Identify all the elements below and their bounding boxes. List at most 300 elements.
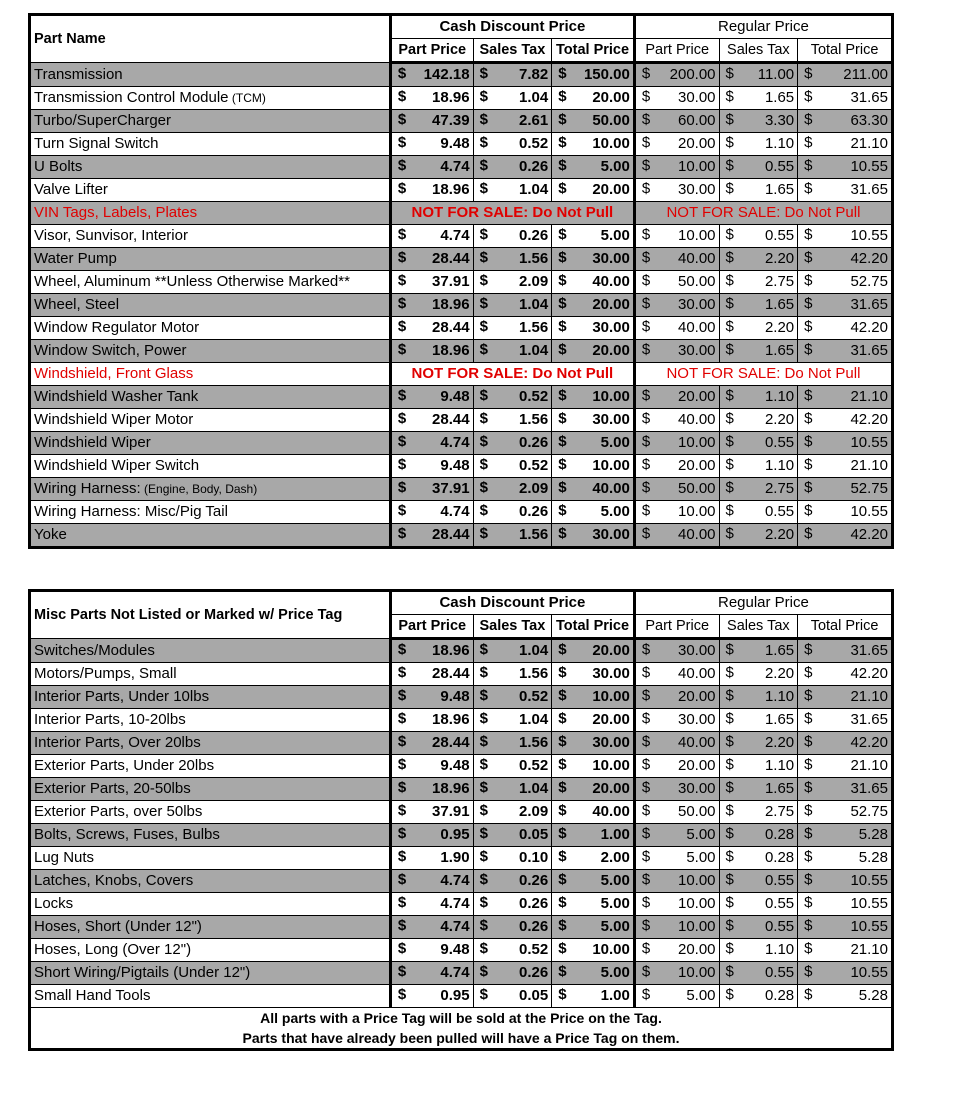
currency-symbol: $ — [641, 894, 651, 911]
currency-symbol: $ — [725, 249, 734, 266]
currency-symbol: $ — [725, 226, 734, 243]
part-name-cell — [30, 340, 391, 363]
cash-total-price: 1.00 — [600, 826, 630, 843]
cash-part-price: 18.96 — [432, 296, 470, 313]
currency-symbol: $ — [479, 318, 488, 335]
cash-part-price: 18.96 — [432, 780, 470, 797]
regular-sales-tax-cell — [719, 179, 798, 202]
cash-sales-tax: 2.09 — [518, 273, 549, 290]
regular-total-price: 211.00 — [843, 66, 888, 83]
part-name-cell — [30, 801, 391, 824]
currency-symbol: $ — [804, 456, 813, 473]
part-name-cell — [30, 248, 391, 271]
regular-part-price-cell — [634, 847, 719, 870]
currency-symbol: $ — [397, 641, 407, 658]
currency-symbol: $ — [558, 433, 567, 450]
regular-total-price: 31.65 — [850, 642, 888, 659]
cash-sales-tax-cell — [473, 432, 552, 455]
currency-symbol: $ — [804, 502, 813, 519]
regular-part-price: 20.00 — [677, 941, 716, 958]
currency-symbol: $ — [804, 986, 813, 1003]
cash-total-price-cell — [552, 63, 635, 87]
regular-part-price-cell — [634, 409, 719, 432]
regular-total-price: 21.10 — [850, 941, 888, 958]
cash-total-price: 10.00 — [592, 388, 630, 405]
col-header: Sales Tax — [473, 39, 552, 63]
part-name-cell — [30, 778, 391, 801]
currency-symbol: $ — [804, 157, 813, 174]
cash-total-price: 10.00 — [592, 135, 630, 152]
part-name: Interior Parts, Over 20lbs — [34, 734, 201, 751]
cash-sales-tax-cell — [473, 709, 552, 732]
regular-total-price-cell — [798, 870, 893, 893]
regular-part-price-cell — [634, 386, 719, 409]
currency-symbol: $ — [725, 433, 734, 450]
part-name: Wheel, Steel — [34, 296, 120, 313]
table-row — [30, 294, 893, 317]
currency-symbol: $ — [804, 111, 813, 128]
regular-sales-tax-cell — [719, 63, 798, 87]
regular-total-price: 31.65 — [850, 780, 888, 797]
cash-sales-tax: 2.09 — [518, 803, 549, 820]
regular-sales-tax-cell — [719, 340, 798, 363]
regular-sales-tax-cell — [719, 939, 798, 962]
part-name: Interior Parts, Under 10lbs — [34, 688, 210, 705]
cash-part-price-cell — [390, 432, 473, 455]
regular-part-price-cell — [634, 824, 719, 847]
cash-total-price-cell — [552, 432, 635, 455]
regular-part-price: 10.00 — [677, 503, 716, 520]
cash-total-price: 50.00 — [592, 112, 630, 129]
table-row — [30, 709, 893, 732]
table-row — [30, 478, 893, 501]
part-name: Wiring Harness: — [34, 480, 141, 497]
cash-total-price-cell — [552, 340, 635, 363]
regular-part-price: 60.00 — [677, 112, 716, 129]
currency-symbol: $ — [397, 940, 407, 957]
currency-symbol: $ — [479, 226, 488, 243]
cash-part-price-cell — [390, 939, 473, 962]
regular-sales-tax-cell — [719, 432, 798, 455]
regular-sales-tax: 3.30 — [764, 112, 795, 129]
currency-symbol: $ — [804, 65, 813, 82]
regular-total-price-cell — [798, 893, 893, 916]
regular-total-price-cell — [798, 248, 893, 271]
regular-total-price: 10.55 — [850, 227, 888, 244]
regular-part-price: 5.00 — [686, 987, 716, 1004]
table-row — [30, 916, 893, 939]
cash-part-price-cell — [390, 225, 473, 248]
part-name: Wheel, Aluminum **Unless Otherwise Marked** — [34, 273, 350, 290]
currency-symbol: $ — [641, 641, 651, 658]
cash-total-price: 30.00 — [592, 319, 630, 336]
regular-sales-tax-cell — [719, 709, 798, 732]
regular-sales-tax-cell — [719, 801, 798, 824]
cash-part-price: 28.44 — [432, 526, 470, 543]
regular-part-price-cell — [634, 732, 719, 755]
currency-symbol: $ — [725, 940, 734, 957]
part-name-cell — [30, 893, 391, 916]
currency-symbol: $ — [641, 410, 651, 427]
regular-part-price: 40.00 — [677, 734, 716, 751]
regular-total-price: 52.75 — [850, 803, 888, 820]
currency-symbol: $ — [397, 963, 407, 980]
currency-symbol: $ — [558, 410, 567, 427]
part-name: Small Hand Tools — [34, 987, 151, 1004]
regular-total-price: 42.20 — [850, 411, 888, 428]
regular-total-price-cell — [798, 317, 893, 340]
currency-symbol: $ — [558, 226, 567, 243]
currency-symbol: $ — [804, 295, 813, 312]
cash-part-price-cell — [390, 824, 473, 847]
currency-symbol: $ — [804, 940, 813, 957]
cash-sales-tax: 1.04 — [518, 296, 549, 313]
currency-symbol: $ — [804, 733, 813, 750]
cash-total-price: 2.00 — [600, 849, 630, 866]
cash-sales-tax: 1.56 — [518, 665, 549, 682]
cash-part-price-cell — [390, 455, 473, 478]
regular-part-price-cell — [634, 709, 719, 732]
part-name-cell — [30, 271, 391, 294]
regular-total-price-cell — [798, 686, 893, 709]
regular-sales-tax: 2.20 — [764, 734, 795, 751]
currency-symbol: $ — [804, 479, 813, 496]
cash-total-price-cell — [552, 778, 635, 801]
cash-total-price-cell — [552, 501, 635, 524]
currency-symbol: $ — [641, 710, 651, 727]
regular-part-price: 10.00 — [677, 895, 716, 912]
currency-symbol: $ — [397, 733, 407, 750]
cash-sales-tax: 1.56 — [518, 319, 549, 336]
parts-table-body — [30, 63, 893, 548]
regular-total-price-cell — [798, 755, 893, 778]
currency-symbol: $ — [641, 65, 651, 82]
currency-symbol: $ — [804, 318, 813, 335]
regular-total-price: 10.55 — [850, 872, 888, 889]
currency-symbol: $ — [397, 779, 407, 796]
currency-symbol: $ — [558, 157, 567, 174]
currency-symbol: $ — [641, 272, 651, 289]
currency-symbol: $ — [479, 502, 488, 519]
currency-symbol: $ — [397, 295, 407, 312]
regular-part-price: 50.00 — [677, 803, 716, 820]
currency-symbol: $ — [725, 387, 734, 404]
cash-part-price: 9.48 — [440, 757, 470, 774]
part-name: Window Regulator Motor — [34, 319, 200, 336]
cash-sales-tax: 0.05 — [518, 987, 549, 1004]
currency-symbol: $ — [397, 894, 407, 911]
currency-symbol: $ — [725, 894, 734, 911]
cash-total-price-cell — [552, 248, 635, 271]
part-name-cell — [30, 916, 391, 939]
currency-symbol: $ — [558, 733, 567, 750]
currency-symbol: $ — [558, 848, 567, 865]
part-name: Bolts, Screws, Fuses, Bulbs — [34, 826, 220, 843]
currency-symbol: $ — [558, 525, 567, 542]
misc-table-body — [30, 639, 893, 1008]
currency-symbol: $ — [641, 295, 651, 312]
regular-sales-tax: 0.55 — [764, 227, 795, 244]
currency-symbol: $ — [479, 479, 488, 496]
cash-total-price: 20.00 — [592, 181, 630, 198]
currency-symbol: $ — [479, 825, 488, 842]
cash-total-price-cell — [552, 409, 635, 432]
regular-price-header: Regular Price — [634, 15, 892, 39]
cash-part-price: 4.74 — [440, 227, 470, 244]
regular-sales-tax: 1.65 — [764, 342, 795, 359]
currency-symbol: $ — [397, 871, 407, 888]
parts-price-table — [28, 13, 894, 549]
cash-total-price: 30.00 — [592, 250, 630, 267]
currency-symbol: $ — [397, 341, 407, 358]
regular-part-price: 30.00 — [677, 642, 716, 659]
table-row — [30, 179, 893, 202]
cash-total-price-cell — [552, 893, 635, 916]
cash-total-price-cell — [552, 847, 635, 870]
part-name-cell — [30, 409, 391, 432]
table-row — [30, 202, 893, 225]
part-name-cell — [30, 686, 391, 709]
cash-part-price: 37.91 — [432, 480, 470, 497]
regular-sales-tax: 1.65 — [764, 711, 795, 728]
currency-symbol: $ — [725, 756, 734, 773]
currency-symbol: $ — [641, 387, 651, 404]
cash-total-price: 20.00 — [592, 342, 630, 359]
cash-total-price: 10.00 — [592, 457, 630, 474]
table-row — [30, 663, 893, 686]
cash-total-price-cell — [552, 985, 635, 1008]
currency-symbol: $ — [558, 456, 567, 473]
currency-symbol: $ — [558, 134, 567, 151]
regular-total-price: 42.20 — [850, 665, 888, 682]
currency-symbol: $ — [641, 456, 651, 473]
regular-sales-tax: 1.65 — [764, 89, 795, 106]
part-name-cell — [30, 294, 391, 317]
currency-symbol: $ — [641, 180, 651, 197]
regular-total-price-cell — [798, 501, 893, 524]
currency-symbol: $ — [641, 733, 651, 750]
regular-sales-tax-cell — [719, 156, 798, 179]
part-name-cell — [30, 225, 391, 248]
cash-sales-tax-cell — [473, 686, 552, 709]
cash-total-price-cell — [552, 225, 635, 248]
regular-part-price-cell — [634, 478, 719, 501]
cash-sales-tax: 0.26 — [518, 918, 549, 935]
cash-total-price-cell — [552, 801, 635, 824]
not-for-sale-cash: NOT FOR SALE: Do Not Pull — [390, 202, 634, 225]
part-name-cell — [30, 317, 391, 340]
cash-part-price: 37.91 — [432, 803, 470, 820]
currency-symbol: $ — [558, 710, 567, 727]
regular-part-price-cell — [634, 110, 719, 133]
part-name-cell — [30, 847, 391, 870]
regular-part-price: 50.00 — [677, 273, 716, 290]
part-name-cell — [30, 386, 391, 409]
currency-symbol: $ — [641, 502, 651, 519]
currency-symbol: $ — [641, 111, 651, 128]
cash-sales-tax-cell — [473, 524, 552, 548]
regular-total-price-cell — [798, 340, 893, 363]
cash-total-price-cell — [552, 870, 635, 893]
cash-total-price-cell — [552, 133, 635, 156]
currency-symbol: $ — [725, 479, 734, 496]
regular-sales-tax: 2.20 — [764, 250, 795, 267]
regular-sales-tax-cell — [719, 87, 798, 110]
regular-total-price: 10.55 — [850, 434, 888, 451]
regular-total-price: 42.20 — [850, 526, 888, 543]
currency-symbol: $ — [725, 710, 734, 727]
table-row — [30, 824, 893, 847]
currency-symbol: $ — [479, 641, 488, 658]
cash-sales-tax: 0.52 — [518, 388, 549, 405]
currency-symbol: $ — [558, 479, 567, 496]
cash-total-price: 5.00 — [600, 895, 630, 912]
regular-part-price: 20.00 — [677, 457, 716, 474]
cash-total-price: 40.00 — [592, 480, 630, 497]
currency-symbol: $ — [558, 295, 567, 312]
regular-total-price-cell — [798, 478, 893, 501]
currency-symbol: $ — [725, 295, 734, 312]
currency-symbol: $ — [558, 272, 567, 289]
regular-part-price: 30.00 — [677, 181, 716, 198]
cash-sales-tax: 1.56 — [518, 411, 549, 428]
currency-symbol: $ — [479, 272, 488, 289]
col-header: Sales Tax — [719, 39, 798, 63]
regular-part-price: 40.00 — [677, 526, 716, 543]
part-name: U Bolts — [34, 158, 83, 175]
currency-symbol: $ — [725, 917, 734, 934]
regular-total-price-cell — [798, 63, 893, 87]
currency-symbol: $ — [558, 825, 567, 842]
regular-total-price: 5.28 — [858, 987, 888, 1004]
cash-total-price: 20.00 — [592, 89, 630, 106]
currency-symbol: $ — [804, 779, 813, 796]
cash-part-price: 4.74 — [440, 158, 470, 175]
cash-sales-tax-cell — [473, 847, 552, 870]
currency-symbol: $ — [479, 802, 488, 819]
part-name-cell — [30, 432, 391, 455]
regular-part-price: 5.00 — [686, 826, 716, 843]
table-row — [30, 962, 893, 985]
part-name: Lug Nuts — [34, 849, 95, 866]
currency-symbol: $ — [558, 917, 567, 934]
col-header: Part Price — [390, 39, 473, 63]
misc-parts-price-table — [28, 589, 894, 1051]
regular-sales-tax-cell — [719, 501, 798, 524]
cash-total-price: 5.00 — [600, 158, 630, 175]
currency-symbol: $ — [397, 88, 407, 105]
currency-symbol: $ — [479, 940, 488, 957]
part-name: Hoses, Short (Under 12") — [34, 918, 202, 935]
part-name: Turn Signal Switch — [34, 135, 159, 152]
cash-total-price: 20.00 — [592, 780, 630, 797]
currency-symbol: $ — [725, 848, 734, 865]
currency-symbol: $ — [641, 825, 651, 842]
regular-part-price-cell — [634, 916, 719, 939]
cash-part-price-cell — [390, 663, 473, 686]
regular-part-price-cell — [634, 271, 719, 294]
cash-sales-tax: 0.26 — [518, 872, 549, 889]
regular-part-price: 5.00 — [686, 849, 716, 866]
cash-sales-tax-cell — [473, 732, 552, 755]
cash-part-price: 9.48 — [440, 688, 470, 705]
regular-part-price: 40.00 — [677, 411, 716, 428]
cash-total-price: 5.00 — [600, 872, 630, 889]
regular-total-price-cell — [798, 847, 893, 870]
regular-part-price-cell — [634, 248, 719, 271]
part-name-cell — [30, 133, 391, 156]
cash-sales-tax-cell — [473, 87, 552, 110]
currency-symbol: $ — [725, 134, 734, 151]
currency-symbol: $ — [804, 134, 813, 151]
part-name: Windshield Wiper Motor — [34, 411, 194, 428]
currency-symbol: $ — [397, 272, 407, 289]
regular-sales-tax-cell — [719, 386, 798, 409]
regular-total-price-cell — [798, 801, 893, 824]
regular-total-price-cell — [798, 824, 893, 847]
currency-symbol: $ — [558, 180, 567, 197]
part-name-cell — [30, 501, 391, 524]
cash-part-price-cell — [390, 409, 473, 432]
regular-part-price: 10.00 — [677, 434, 716, 451]
regular-sales-tax-cell — [719, 294, 798, 317]
regular-part-price-cell — [634, 962, 719, 985]
cash-total-price-cell — [552, 478, 635, 501]
cash-sales-tax: 0.26 — [518, 503, 549, 520]
currency-symbol: $ — [641, 479, 651, 496]
table-row — [30, 639, 893, 663]
regular-sales-tax-cell — [719, 478, 798, 501]
regular-sales-tax-cell — [719, 962, 798, 985]
regular-total-price: 31.65 — [850, 181, 888, 198]
cash-part-price: 4.74 — [440, 872, 470, 889]
misc-parts-header: Misc Parts Not Listed or Marked w/ Price Tag — [30, 591, 391, 639]
part-name: Wiring Harness: Misc/Pig Tail — [34, 503, 228, 520]
currency-symbol: $ — [641, 341, 651, 358]
cash-sales-tax-cell — [473, 110, 552, 133]
currency-symbol: $ — [558, 894, 567, 911]
regular-total-price-cell — [798, 663, 893, 686]
currency-symbol: $ — [397, 479, 407, 496]
col-header: Sales Tax — [719, 615, 798, 639]
currency-symbol: $ — [479, 986, 488, 1003]
cash-sales-tax: 1.56 — [518, 734, 549, 751]
cash-part-price: 9.48 — [440, 388, 470, 405]
regular-total-price: 5.28 — [858, 849, 888, 866]
regular-sales-tax: 0.55 — [764, 503, 795, 520]
regular-sales-tax-cell — [719, 732, 798, 755]
cash-total-price: 30.00 — [592, 526, 630, 543]
cash-sales-tax-cell — [473, 179, 552, 202]
cash-part-price: 0.95 — [440, 826, 470, 843]
regular-total-price-cell — [798, 432, 893, 455]
regular-total-price-cell — [798, 179, 893, 202]
regular-sales-tax: 0.28 — [764, 826, 795, 843]
cash-total-price-cell — [552, 709, 635, 732]
cash-part-price: 4.74 — [440, 434, 470, 451]
cash-part-price-cell — [390, 778, 473, 801]
cash-sales-tax: 0.52 — [518, 135, 549, 152]
table-row — [30, 133, 893, 156]
cash-sales-tax: 0.52 — [518, 757, 549, 774]
cash-sales-tax: 0.26 — [518, 158, 549, 175]
cash-discount-header: Cash Discount Price — [390, 591, 634, 615]
part-name-cell — [30, 732, 391, 755]
regular-total-price: 42.20 — [850, 250, 888, 267]
cash-sales-tax-cell — [473, 225, 552, 248]
table-row — [30, 939, 893, 962]
cash-part-price: 4.74 — [440, 964, 470, 981]
